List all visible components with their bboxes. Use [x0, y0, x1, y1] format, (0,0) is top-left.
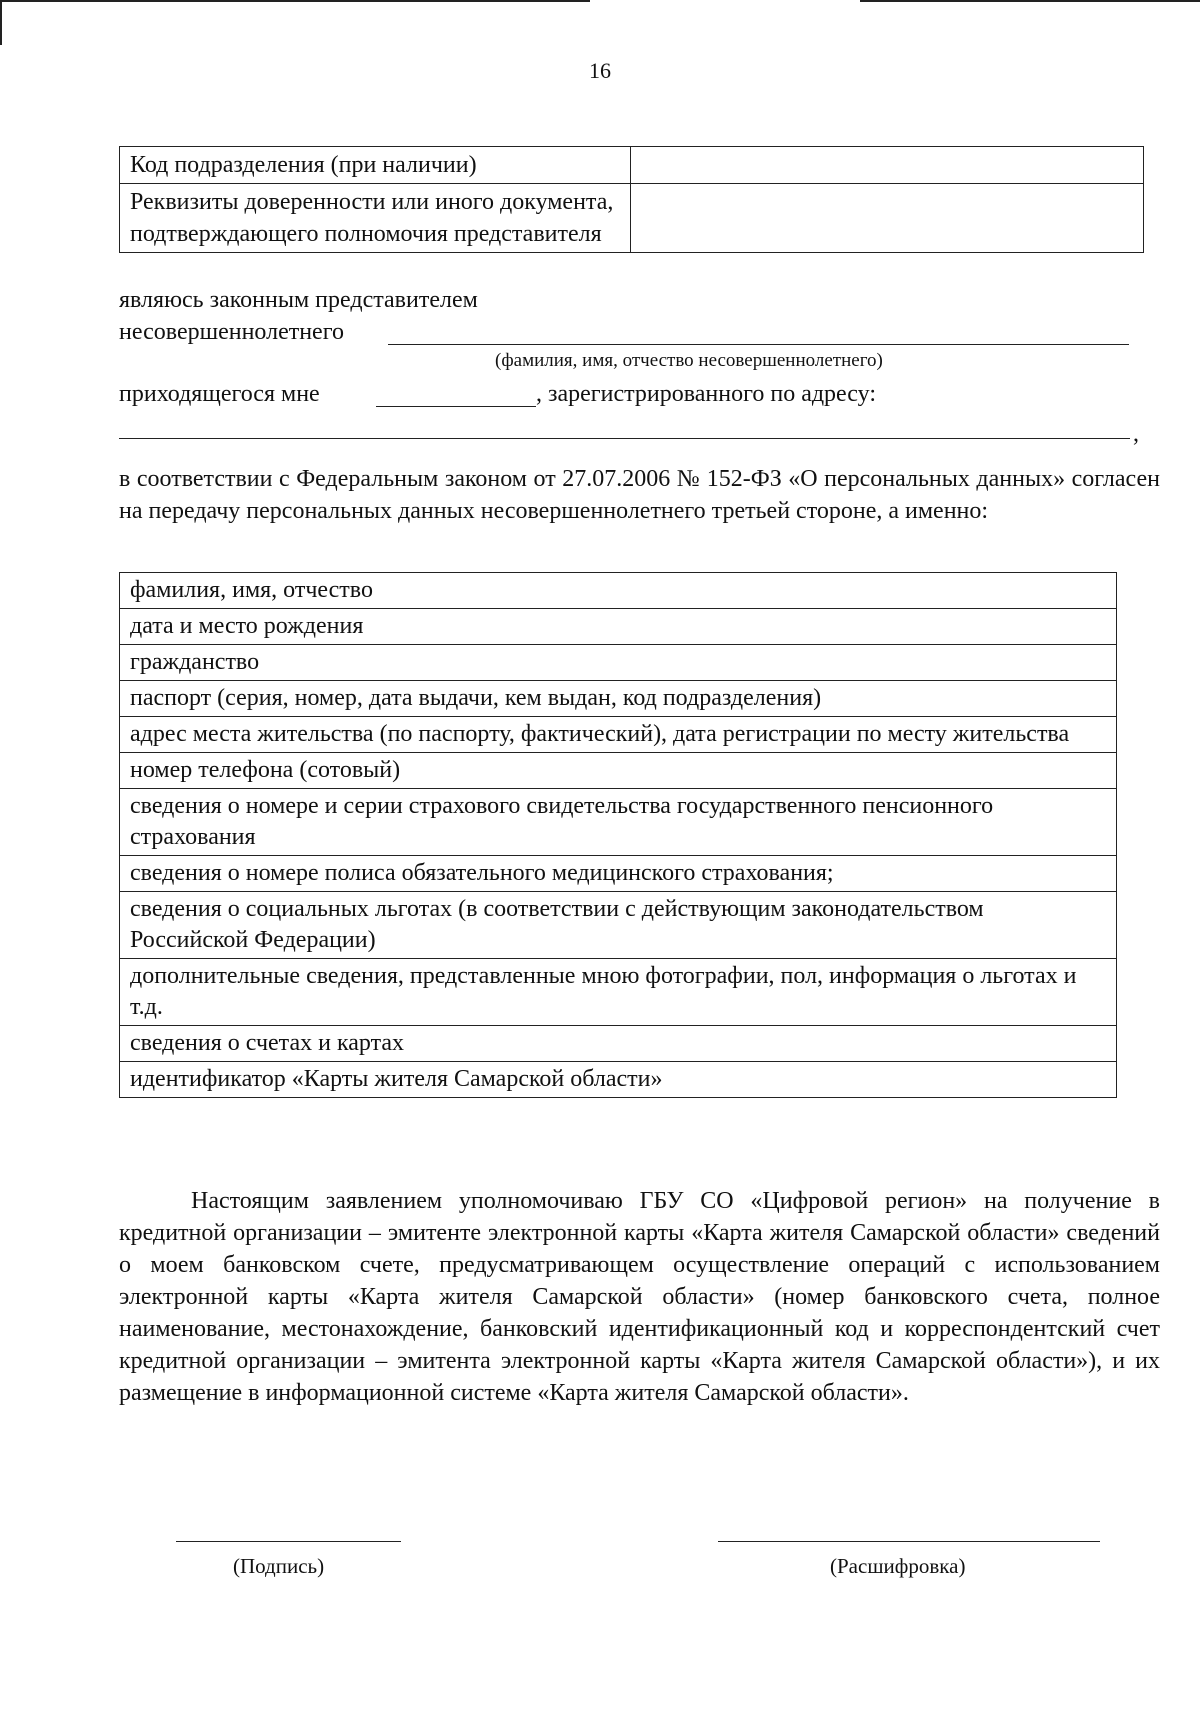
minor-prefix: несовершеннолетнего [119, 319, 344, 345]
table-row [120, 753, 1117, 789]
table-row [120, 573, 1117, 609]
table-row [120, 717, 1117, 753]
data-item: адрес места жительства (по паспорту, фактический), дата регистрации по месту жительства [120, 717, 1117, 753]
decode-label: (Расшифровка) [830, 1554, 966, 1578]
personal-data-table [119, 572, 1117, 1098]
table-row [120, 184, 1144, 253]
data-item: фамилия, имя, отчество [120, 573, 1117, 609]
table-row [120, 147, 1144, 184]
signature-line [176, 1541, 401, 1542]
rep-line: являюсь законным представителем [119, 287, 478, 313]
minor-hint: (фамилия, имя, отчество несовершеннолетнего) [495, 350, 883, 371]
data-item: сведения о счетах и картах [120, 1026, 1117, 1062]
data-item: идентификатор «Карты жителя Самарской области» [120, 1062, 1117, 1098]
table-row [120, 789, 1117, 856]
minor-name-blank [388, 344, 1129, 345]
data-item: гражданство [120, 645, 1117, 681]
data-item: сведения о номере и серии страхового свидетельства государственного пенсионного страхования [120, 789, 1117, 856]
relation-blank [376, 406, 536, 407]
table-row [120, 609, 1117, 645]
relation-prefix: приходящегося мне [119, 381, 320, 407]
relation-suffix: , зарегистрированного по адресу: [536, 381, 876, 407]
data-item: сведения о социальных льготах (в соответствии с действующим законодательством Российской Федерации) [120, 892, 1117, 959]
table-row [120, 856, 1117, 892]
table-row [120, 892, 1117, 959]
consent-paragraph: в соответствии с Федеральным законом от 27.07.2006 № 152-ФЗ «О персональных данных» согласен на передачу персональных данных несовершеннолетнего третьей стороне, а именно: [119, 466, 1160, 524]
row-value [631, 147, 1144, 184]
decode-line [718, 1541, 1100, 1542]
scan-edge-line [860, 0, 1200, 2]
table-row [120, 1026, 1117, 1062]
data-item: дата и место рождения [120, 609, 1117, 645]
data-item: номер телефона (сотовый) [120, 753, 1117, 789]
address-blank [119, 438, 1130, 439]
page-number: 16 [589, 58, 611, 83]
address-end: , [1133, 421, 1139, 447]
scan-edge-line [0, 0, 590, 2]
row-label: Код подразделения (при наличии) [120, 147, 631, 184]
representative-table [119, 146, 1144, 253]
table-row [120, 1062, 1117, 1098]
table-row [120, 959, 1117, 1026]
row-value [631, 184, 1144, 253]
table-row [120, 681, 1117, 717]
authorization-paragraph: Настоящим заявлением уполномочиваю ГБУ СО «Цифровой регион» на получение в кредитной организации – эмитенте электронной карты «Карта жителя Самарской области» сведений о моем банковском счете, предусматривающем осуществление операций с использованием электронной карты «Карта жителя Самарской области» (номер банковского счета, полное наименование, местонахождение, банковский идентификационный код и корреспондентский счет кредитной организации – эмитента электронной карты «Карта жителя Самарской области»), и их размещение в информационной системе «Карта жителя Самарской области». [119, 1188, 1160, 1406]
table-row [120, 645, 1117, 681]
scan-edge-mark [0, 0, 2, 45]
data-item: сведения о номере полиса обязательного медицинского страхования; [120, 856, 1117, 892]
data-item: паспорт (серия, номер, дата выдачи, кем выдан, код подразделения) [120, 681, 1117, 717]
row-label: Реквизиты доверенности или иного документа, подтверждающего полномочия представителя [120, 184, 631, 253]
data-item: дополнительные сведения, представленные мною фотографии, пол, информация о льготах и т.д. [120, 959, 1117, 1026]
signature-label: (Подпись) [233, 1554, 325, 1578]
